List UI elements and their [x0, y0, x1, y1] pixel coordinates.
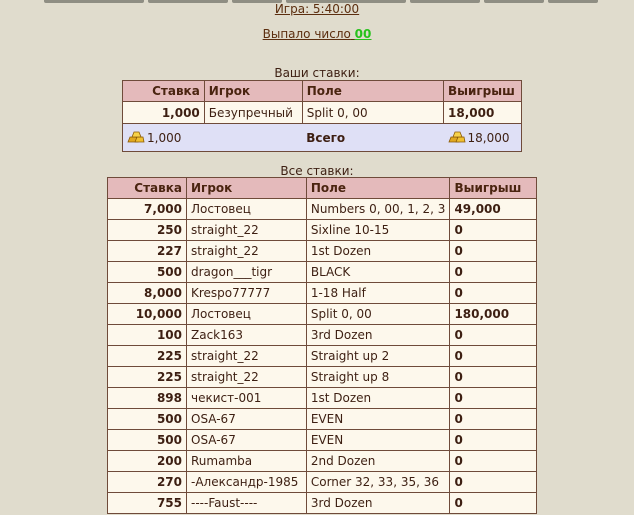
field-cell: 1-18 Half [306, 283, 450, 304]
stake-cell: 1,000 [123, 102, 205, 124]
player-cell: ----Faust---- [187, 493, 307, 514]
col-player-header: Игрок [204, 81, 302, 102]
win-cell: 0 [450, 346, 537, 367]
win-cell: 0 [450, 241, 537, 262]
win-cell: 0 [450, 262, 537, 283]
player-cell: straight_22 [187, 220, 307, 241]
win-cell: 0 [450, 325, 537, 346]
player-cell: Krespo77777 [187, 283, 307, 304]
col-field-header: Поле [306, 178, 450, 199]
game-time-link[interactable]: Игра: 5:40:00 [274, 2, 360, 16]
table-row [108, 451, 537, 472]
drop-result-label: Выпало число [262, 27, 351, 41]
player-cell: Rumamba [187, 451, 307, 472]
table-row [108, 283, 537, 304]
total-win-cell [444, 124, 522, 152]
field-cell: Numbers 0, 00, 1, 2, 3 [306, 199, 450, 220]
player-cell: dragon___tigr [187, 262, 307, 283]
win-cell: 0 [450, 220, 537, 241]
field-cell: EVEN [306, 409, 450, 430]
field-cell: 3rd Dozen [306, 325, 450, 346]
all-bets-table [107, 177, 537, 514]
player-cell: straight_22 [187, 346, 307, 367]
table-row [108, 325, 537, 346]
stake-cell: 500 [108, 409, 187, 430]
table-row [108, 367, 537, 388]
player-cell: OSA-67 [187, 409, 307, 430]
total-empty-cell [204, 124, 302, 152]
your-bets-header-row [123, 81, 522, 102]
col-win-header: Выигрыш [450, 178, 537, 199]
total-win-value: 18,000 [467, 130, 510, 145]
stake-cell: 7,000 [108, 199, 187, 220]
total-stake-cell [123, 124, 205, 152]
player-cell: OSA-67 [187, 430, 307, 451]
player-cell: -Александр-1985 [187, 472, 307, 493]
table-row [108, 241, 537, 262]
win-cell: 0 [450, 430, 537, 451]
stake-cell: 200 [108, 451, 187, 472]
stake-cell: 270 [108, 472, 187, 493]
win-cell: 180,000 [450, 304, 537, 325]
table-row [108, 409, 537, 430]
field-cell: BLACK [306, 262, 450, 283]
gold-bars-icon [127, 131, 145, 143]
all-bets-caption: Все ставки: [280, 164, 354, 178]
player-cell: Лостовец [187, 304, 307, 325]
stake-cell: 225 [108, 346, 187, 367]
col-player-header: Игрок [187, 178, 307, 199]
win-cell: 49,000 [450, 199, 537, 220]
all-bets-body [108, 199, 537, 514]
field-cell: 3rd Dozen [306, 493, 450, 514]
your-bets-caption: Ваши ставки: [274, 66, 360, 80]
table-row [108, 493, 537, 514]
table-row [108, 262, 537, 283]
win-cell: 0 [450, 283, 537, 304]
drop-result-link[interactable] [263, 27, 372, 41]
table-row [108, 430, 537, 451]
stake-cell: 500 [108, 430, 187, 451]
col-win-header: Выигрыш [444, 81, 522, 102]
table-row [108, 199, 537, 220]
table-row [108, 220, 537, 241]
stake-cell: 500 [108, 262, 187, 283]
player-cell: straight_22 [187, 241, 307, 262]
player-cell: Безупречный [204, 102, 302, 124]
win-cell: 0 [450, 409, 537, 430]
stake-cell: 755 [108, 493, 187, 514]
col-stake-header: Ставка [108, 178, 187, 199]
stake-cell: 227 [108, 241, 187, 262]
table-row [108, 346, 537, 367]
field-cell: Split 0, 00 [302, 102, 443, 124]
total-stake-value: 1,000 [147, 130, 182, 145]
stake-cell: 100 [108, 325, 187, 346]
stake-cell: 10,000 [108, 304, 187, 325]
field-cell: EVEN [306, 430, 450, 451]
field-cell: Straight up 8 [306, 367, 450, 388]
field-cell: Sixline 10-15 [306, 220, 450, 241]
table-row [123, 102, 522, 124]
stake-cell: 250 [108, 220, 187, 241]
field-cell: 2nd Dozen [306, 451, 450, 472]
drop-result [0, 27, 634, 41]
stake-cell: 225 [108, 367, 187, 388]
total-label: Всего [302, 124, 443, 152]
field-cell: 1st Dozen [306, 388, 450, 409]
all-bets-header-row [108, 178, 537, 199]
drop-number: 00 [354, 27, 372, 41]
game-time [0, 2, 634, 16]
player-cell: straight_22 [187, 367, 307, 388]
win-cell: 0 [450, 388, 537, 409]
col-stake-header: Ставка [123, 81, 205, 102]
field-cell: Corner 32, 33, 35, 36 [306, 472, 450, 493]
col-field-header: Поле [302, 81, 443, 102]
win-cell: 0 [450, 451, 537, 472]
player-cell: чекист-001 [187, 388, 307, 409]
your-bets-total-row [123, 124, 522, 152]
gold-bars-icon [448, 131, 466, 143]
player-cell: Лостовец [187, 199, 307, 220]
stake-cell: 898 [108, 388, 187, 409]
player-cell: Zack163 [187, 325, 307, 346]
win-cell: 18,000 [444, 102, 522, 124]
stake-cell: 8,000 [108, 283, 187, 304]
win-cell: 0 [450, 367, 537, 388]
table-row [108, 472, 537, 493]
win-cell: 0 [450, 472, 537, 493]
field-cell: Split 0, 00 [306, 304, 450, 325]
win-cell: 0 [450, 493, 537, 514]
table-row [108, 388, 537, 409]
your-bets-table [122, 80, 522, 152]
table-row [108, 304, 537, 325]
field-cell: Straight up 2 [306, 346, 450, 367]
field-cell: 1st Dozen [306, 241, 450, 262]
